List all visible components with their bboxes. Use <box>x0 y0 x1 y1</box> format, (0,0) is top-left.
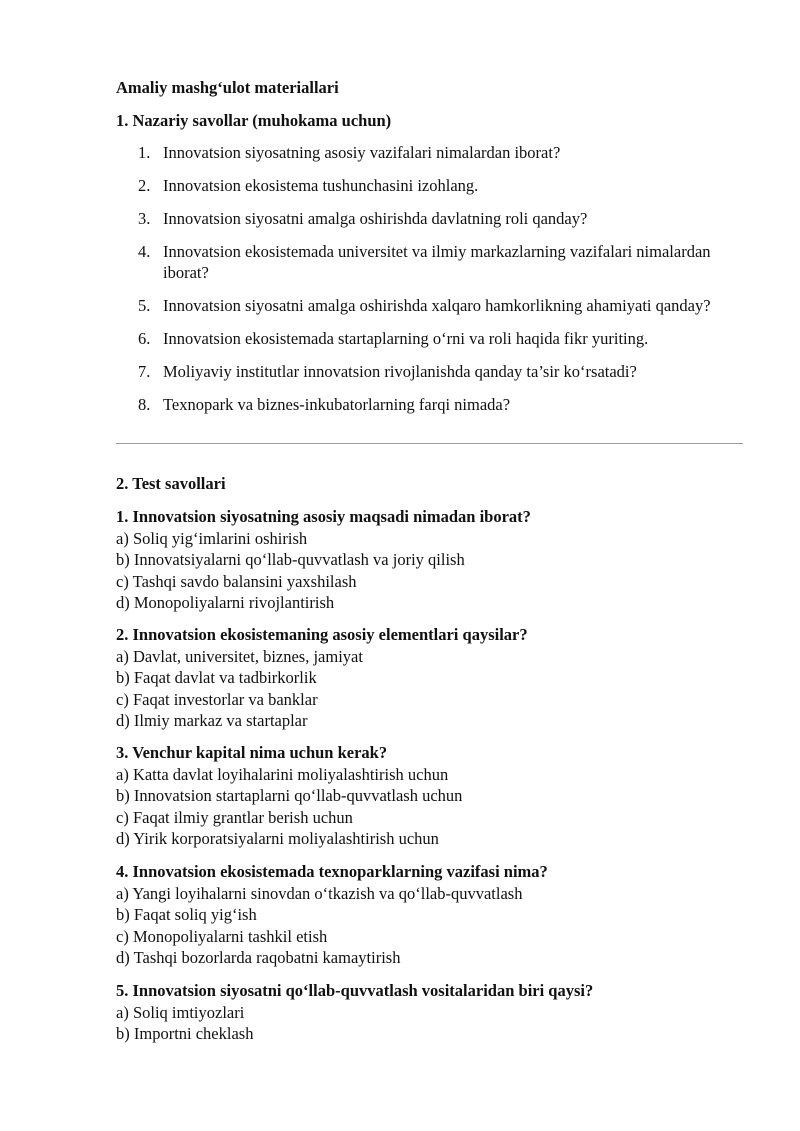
list-item <box>116 208 756 229</box>
list-item-number: 5. <box>138 296 151 315</box>
answer-option-a: a) Soliq yig‘imlarini oshirish <box>116 528 308 548</box>
list-item-text: Moliyaviy institutlar innovatsion rivojlanishda qanday ta’sir ko‘rsatadi? <box>163 362 637 381</box>
test-question-title: 4. Innovatsion ekosistemada texnoparklarning vazifasi nima? <box>116 862 548 881</box>
list-item-number: 2. <box>138 176 151 195</box>
list-item <box>116 361 756 382</box>
answer-option-d: d) Tashqi bozorlarda raqobatni kamaytirish <box>116 948 401 967</box>
list-item <box>116 142 756 163</box>
section-divider <box>116 443 743 444</box>
test-question-2 <box>116 624 756 732</box>
document-title: Amaliy mashg‘ulot materiallari <box>116 78 339 97</box>
test-question-title: 1. Innovatsion siyosatning asosiy maqsadi nimadan iborat? <box>116 507 531 526</box>
test-question-4 <box>116 861 756 969</box>
list-item <box>116 328 756 349</box>
answer-option-a: a) Davlat, universitet, biznes, jamiyat <box>116 646 363 666</box>
test-question-title: 2. Innovatsion ekosistemaning asosiy elementlari qaysilar? <box>116 625 528 644</box>
answer-option-c: c) Faqat investorlar va banklar <box>116 689 318 709</box>
answer-option-c: c) Tashqi savdo balansini yaxshilash <box>116 571 357 591</box>
list-item-number: 6. <box>138 329 151 348</box>
list-item-text: Innovatsion ekosistema tushunchasini izohlang. <box>163 176 479 195</box>
test-question-title: 3. Venchur kapital nima uchun kerak? <box>116 743 388 762</box>
test-question-3 <box>116 742 756 850</box>
answer-option-b: b) Innovatsiyalarni qo‘llab-quvvatlash va joriy qilish <box>116 550 465 569</box>
answer-option-b: b) Faqat soliq yig‘ish <box>116 905 257 924</box>
list-item <box>116 295 756 316</box>
answer-option-a: a) Katta davlat loyihalarini moliyalashtirish uchun <box>116 764 449 784</box>
list-item-number: 7. <box>138 362 151 381</box>
list-item <box>116 175 756 196</box>
answer-option-c: c) Monopoliyalarni tashkil etish <box>116 926 328 946</box>
answer-option-b: b) Faqat davlat va tadbirkorlik <box>116 668 317 687</box>
test-question-title: 5. Innovatsion siyosatni qo‘llab-quvvatlash vositalaridan biri qaysi? <box>116 981 594 1000</box>
list-item-text: Innovatsion siyosatni amalga oshirishda davlatning roli qanday? <box>163 209 588 228</box>
list-item-text: Innovatsion ekosistemada startaplarning o‘rni va roli haqida fikr yuriting. <box>163 329 649 348</box>
list-item-number: 3. <box>138 209 151 228</box>
test-question-5 <box>116 980 756 1045</box>
list-item-text: Innovatsion ekosistemada universitet va ilmiy markazlarning vazifalari nimalardan iborat? <box>163 242 711 282</box>
answer-option-d: d) Ilmiy markaz va startaplar <box>116 711 308 730</box>
section-theory-heading: 1. Nazariy savollar (muhokama uchun) <box>116 111 392 130</box>
list-item-number: 8. <box>138 395 151 414</box>
list-item-text: Innovatsion siyosatning asosiy vazifalari nimalardan iborat? <box>163 143 561 162</box>
answer-option-c: c) Faqat ilmiy grantlar berish uchun <box>116 807 353 827</box>
section-test-heading: 2. Test savollari <box>116 474 226 493</box>
list-item-number: 1. <box>138 143 151 162</box>
answer-option-a: a) Yangi loyihalarni sinovdan o‘tkazish va qo‘llab-quvvatlash <box>116 883 523 903</box>
answer-option-b: b) Innovatsion startaplarni qo‘llab-quvvatlash uchun <box>116 786 463 805</box>
answer-option-d: d) Yirik korporatsiyalarni moliyalashtirish uchun <box>116 829 439 848</box>
answer-option-d: d) Monopoliyalarni rivojlantirish <box>116 593 335 612</box>
theory-question-list <box>116 142 756 427</box>
test-question-1 <box>116 506 756 614</box>
list-item <box>116 241 756 283</box>
list-item-text: Innovatsion siyosatni amalga oshirishda xalqaro hamkorlikning ahamiyati qanday? <box>163 296 711 315</box>
list-item-text: Texnopark va biznes-inkubatorlarning farqi nimada? <box>163 395 511 414</box>
answer-option-a: a) Soliq imtiyozlari <box>116 1002 245 1022</box>
list-item-number: 4. <box>138 242 151 261</box>
answer-option-b: b) Importni cheklash <box>116 1024 254 1043</box>
list-item <box>116 394 756 415</box>
